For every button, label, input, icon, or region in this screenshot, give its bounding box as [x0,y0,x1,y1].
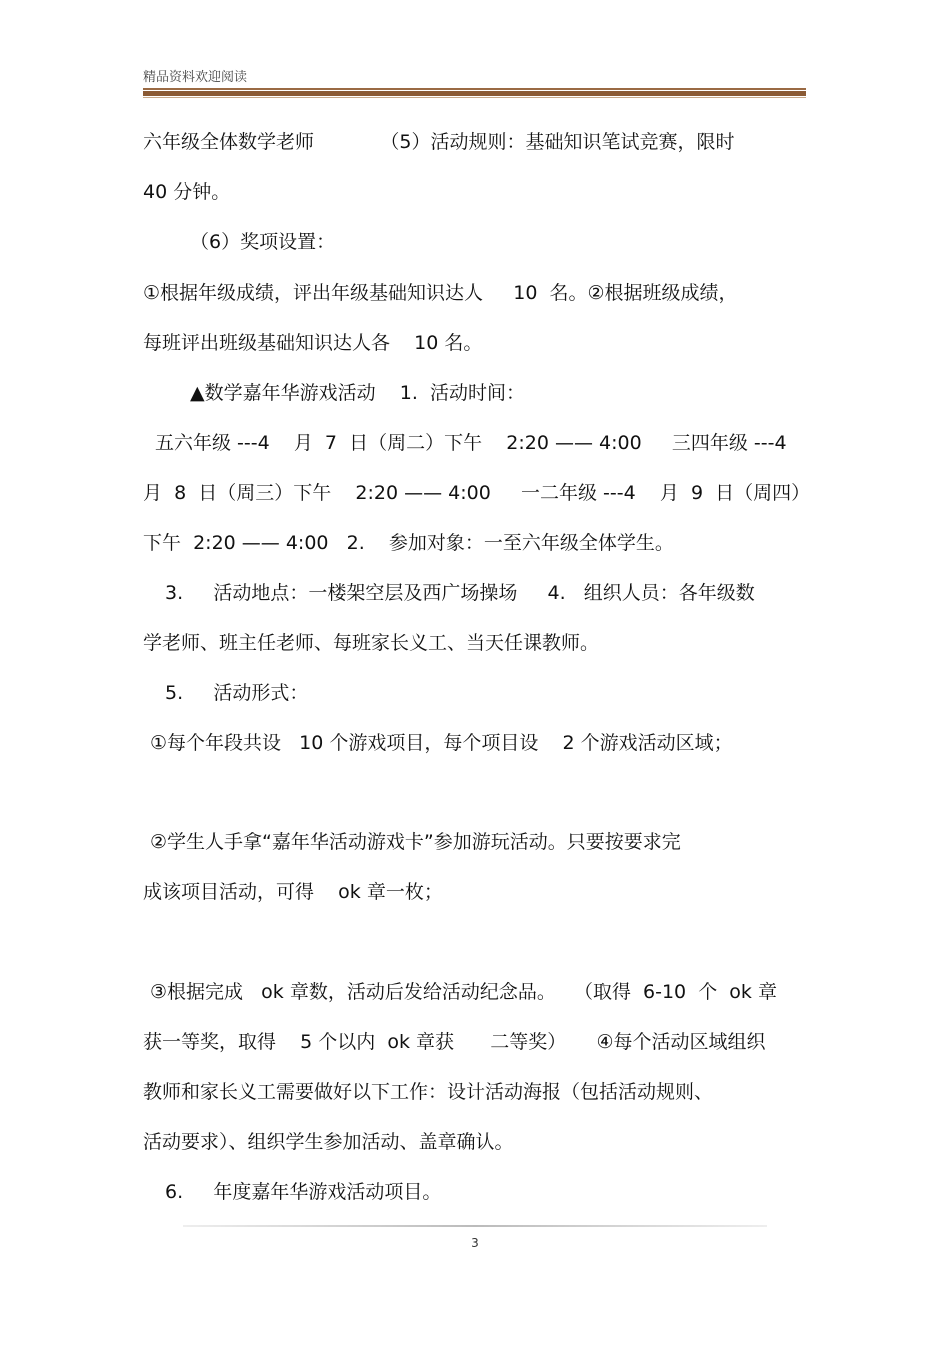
text-line: 3. 活动地点：一楼架空层及西广场操场 4. 组织人员：各年级数 [165,582,755,604]
footer-rule [183,1225,767,1227]
text-line: ①每个年段共设 10 个游戏项目，每个项目设 2 个游戏活动区域； [150,732,733,754]
text-line: 获一等奖，取得 5 个以内 ok 章获 二等奖） ④每个活动区域组织 [143,1031,766,1053]
text-line: 五六年级 ---4 月 7 日（周二）下午 2:20 —— 4:00 三四年级 ---4 [155,432,787,454]
text-line: 下午 2:20 —— 4:00 2. 参加对象：一至六年级全体学生。 [143,532,674,554]
text-line: ▲数学嘉年华游戏活动 1. 活动时间： [190,382,525,404]
text-line: ③根据完成 ok 章数，活动后发给活动纪念品。 （取得 6-10 个 ok 章 [150,981,777,1003]
text-line: 学老师、班主任老师、每班家长义工、当天任课教师。 [143,632,600,654]
header-title: 精品资料欢迎阅读 [143,70,248,85]
text-line: 月 8 日（周三）下午 2:20 —— 4:00 一二年级 ---4 月 9 日（周四） [143,482,811,504]
text-line: 40 分钟。 [143,181,231,203]
header-rule-thin [143,88,806,90]
page-number: 3 [471,1236,479,1250]
text-line: （6）奖项设置： [190,231,336,253]
text-line: 每班评出班级基础知识达人各 10 名。 [143,332,483,354]
text-line: 教师和家长义工需要做好以下工作：设计活动海报（包括活动规则、 [143,1081,714,1103]
text-line: 成该项目活动，可得 ok 章一枚； [143,881,443,903]
text-line: 活动要求）、组织学生参加活动、盖章确认。 [143,1131,514,1153]
text-line: 6. 年度嘉年华游戏活动项目。 [165,1181,442,1203]
text-line: ②学生人手拿“嘉年华活动游戏卡”参加游玩活动。只要按要求完 [150,831,681,853]
header-rule-under [143,97,806,98]
header-rule-thick [143,91,806,96]
text-line: ①根据年级成绩，评出年级基础知识达人 10 名。②根据班级成绩， [143,282,738,304]
text-line: 六年级全体数学老师 （5）活动规则：基础知识笔试竞赛，限时 [143,131,735,153]
text-line: 5. 活动形式： [165,682,309,704]
